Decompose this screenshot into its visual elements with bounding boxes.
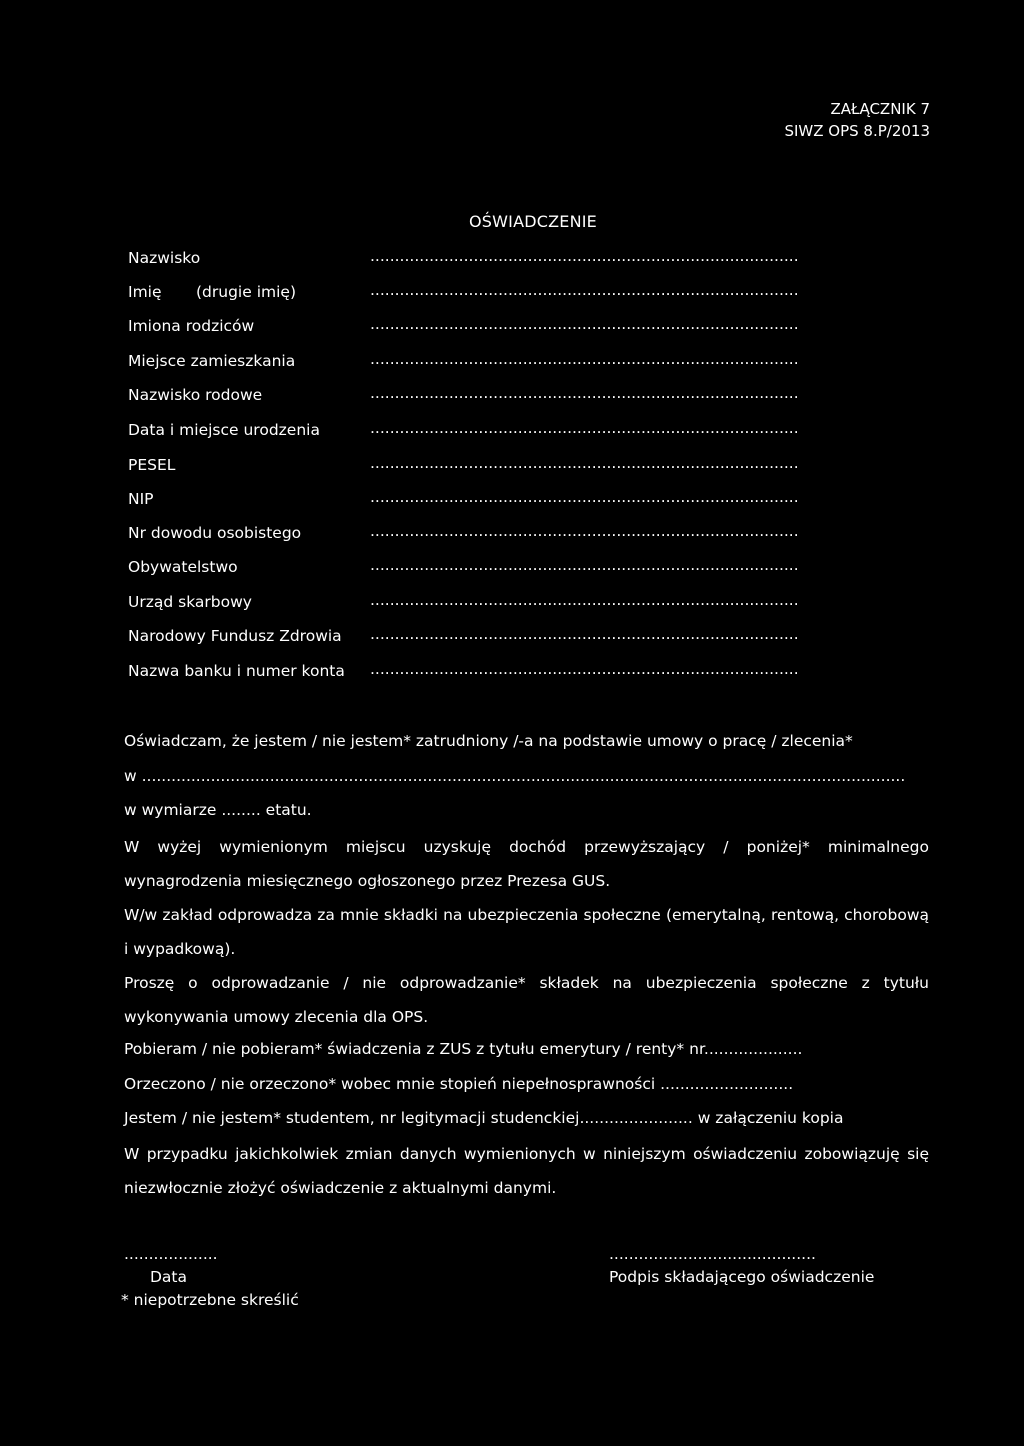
statement-fte: w wymiarze ........ etatu. — [124, 801, 312, 819]
field-fill-pesel[interactable]: ....................................................................................... — [370, 454, 799, 472]
field-fill-nfz[interactable]: ....................................................................................... — [370, 625, 799, 643]
field-label-nfz: Narodowy Fundusz Zdrowia — [128, 627, 342, 645]
field-fill-maiden-name[interactable]: ....................................................................................... — [370, 384, 799, 402]
field-label-first-name: Imię (drugie imię) — [128, 283, 296, 301]
siwz-reference: SIWZ OPS 8.P/2013 — [784, 122, 930, 140]
field-label-id-number: Nr dowodu osobistego — [128, 524, 302, 542]
field-fill-surname[interactable]: ....................................................................................... — [370, 247, 799, 265]
field-label-residence: Miejsce zamieszkania — [128, 352, 296, 370]
field-fill-citizenship[interactable]: ....................................................................................... — [370, 556, 799, 574]
field-fill-residence[interactable]: ....................................................................................... — [370, 350, 799, 368]
document-title: OŚWIADCZENIE — [469, 212, 597, 231]
field-label-pesel: PESEL — [128, 456, 176, 474]
statement-income: W wyżej wymienionym miejscu uzyskuję dochód przewyższający / poniżej* minimalnego wynagrodzenia miesięcznego ogłoszonego przez Prezesa GUS. — [124, 838, 929, 890]
statement-contributions: W/w zakład odprowadza za mnie składki na ubezpieczenia społeczne (emerytalną, rentową, chorobową i wypadkową). — [124, 906, 929, 958]
attachment-number: ZAŁĄCZNIK 7 — [830, 100, 930, 118]
field-label-tax-office: Urząd skarbowy — [128, 593, 252, 611]
date-label: Data — [150, 1268, 188, 1286]
statement-employer-fill[interactable]: w ........................................................................................................................................................... — [124, 767, 906, 785]
statement-disability: Orzeczono / nie orzeczono* wobec mnie stopień niepełnosprawności ........................... — [124, 1075, 794, 1093]
field-fill-tax-office[interactable]: ....................................................................................... — [370, 591, 799, 609]
date-fill[interactable]: ................... — [124, 1245, 218, 1263]
statement-contribution-request: Proszę o odprowadzanie / nie odprowadzanie* składek na ubezpieczenia społeczne z tytułu wykonywania umowy zlecenia dla OPS. — [124, 974, 929, 1026]
field-fill-id-number[interactable]: ....................................................................................... — [370, 522, 799, 540]
field-label-maiden-name: Nazwisko rodowe — [128, 386, 263, 404]
statement-employment: Oświadczam, że jestem / nie jestem* zatrudniony /-a na podstawie umowy o pracę / zlecenia* — [124, 732, 853, 750]
field-fill-first-name[interactable]: ....................................................................................... — [370, 281, 799, 299]
field-fill-parents-names[interactable]: ....................................................................................... — [370, 315, 799, 333]
field-label-nip: NIP — [128, 490, 154, 508]
field-fill-nip[interactable]: ....................................................................................... — [370, 488, 799, 506]
field-label-parents-names: Imiona rodziców — [128, 317, 255, 335]
field-label-citizenship: Obywatelstwo — [128, 558, 238, 576]
signature-label: Podpis składającego oświadczenie — [609, 1268, 875, 1286]
field-label-surname: Nazwisko — [128, 249, 201, 267]
field-label-bank-account: Nazwa banku i numer konta — [128, 662, 345, 680]
footnote: * niepotrzebne skreślić — [121, 1291, 299, 1309]
field-label-birth-date-place: Data i miejsce urodzenia — [128, 421, 320, 439]
statement-obligation: W przypadku jakichkolwiek zmian danych wymienionych w niniejszym oświadczeniu zobowiązuję się niezwłocznie złożyć oświadczenie z aktualnymi danymi. — [124, 1145, 929, 1197]
field-fill-birth-date-place[interactable]: ....................................................................................... — [370, 419, 799, 437]
statement-student: Jestem / nie jestem* studentem, nr legitymacji studenckiej....................... w załączeniu kopia — [124, 1109, 844, 1127]
field-fill-bank-account[interactable]: ....................................................................................... — [370, 660, 799, 678]
statement-zus-benefits: Pobieram / nie pobieram* świadczenia z ZUS z tytułu emerytury / renty* nr.................... — [124, 1040, 803, 1058]
signature-fill[interactable]: .......................................... — [609, 1245, 816, 1263]
